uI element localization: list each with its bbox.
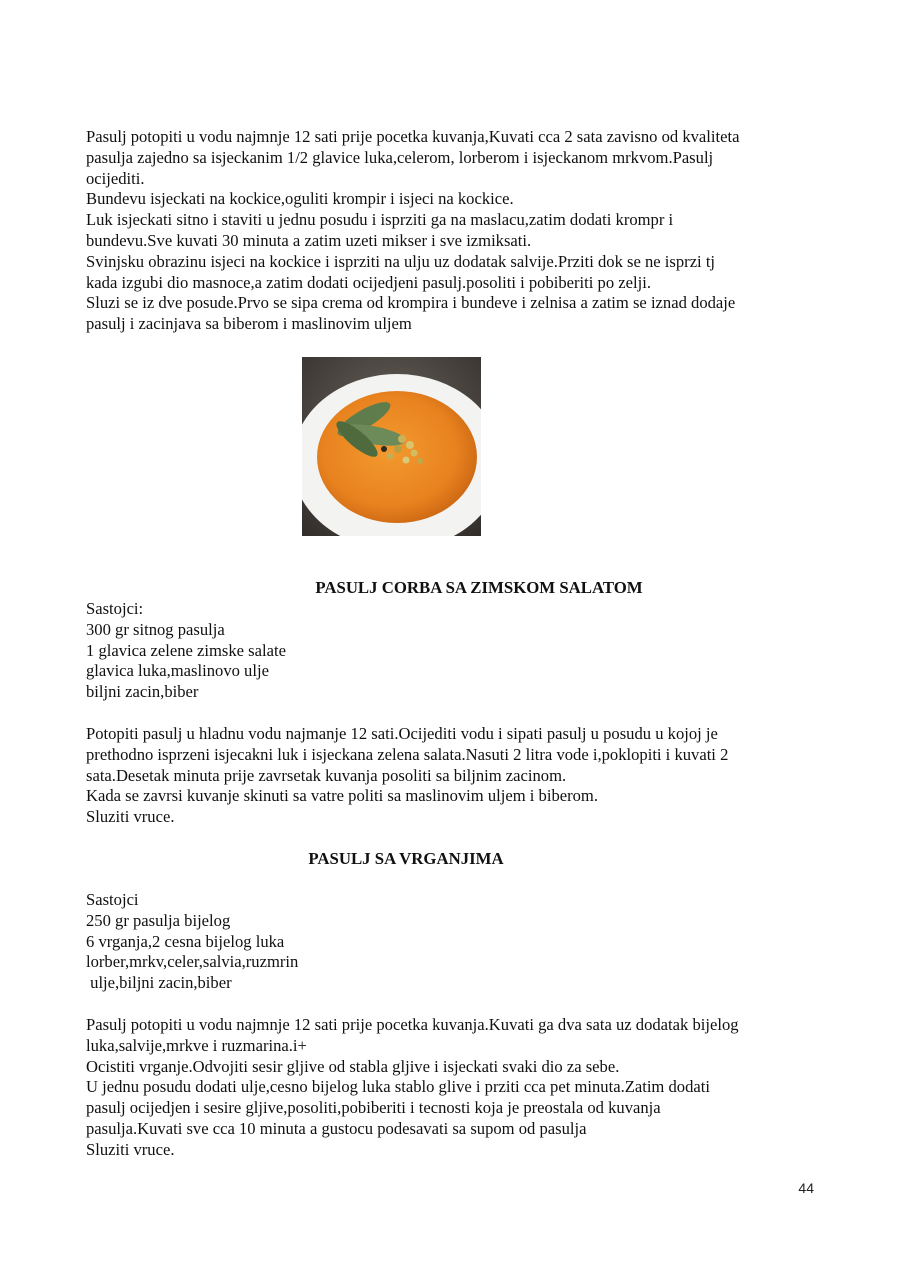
text-line: pasulj i zacinjava sa biberom i maslinovim uljem xyxy=(86,314,412,334)
text-line: luka,salvije,mrkve i ruzmarina.i+ xyxy=(86,1035,307,1055)
recipe2-ingredients xyxy=(86,890,826,994)
ingredient-item: 6 vrganja,2 cesna bijelog luka xyxy=(86,931,285,951)
ingredient-item: lorber,mrkv,celer,salvia,ruzmrin xyxy=(86,952,299,972)
text-line: Svinjsku obrazinu isjeci na kockice i isprziti na ulju uz dodatak salvije.Prziti dok se ne isprzi tj xyxy=(86,251,716,271)
intro-text xyxy=(86,127,826,335)
recipe1-ingredients xyxy=(86,599,826,703)
ingredients-label: Sastojci xyxy=(86,890,139,909)
ingredient-item: 1 glavica zelene zimske salate xyxy=(86,640,286,660)
text-line: pasulja zajedno sa isjeckanim 1/2 glavice luka,celerom, lorberom i isjeckanom mrkvom.Pasulj xyxy=(86,147,714,167)
ingredient-item: ulje,biljni zacin,biber xyxy=(86,973,232,993)
text-line: Luk isjeckati sitno i staviti u jednu posudu i isprziti ga na maslacu,zatim dodati krompr i xyxy=(86,210,674,230)
text-line: U jednu posudu dodati ulje,cesno bijelog luka stablo glive i prziti cca pet minuta.Zatim dodati xyxy=(86,1077,710,1097)
recipe2-instructions xyxy=(86,1015,826,1161)
recipe1-title: PASULJ CORBA SA ZIMSKOM SALATOM xyxy=(315,578,643,597)
soup-bowl-image xyxy=(302,357,481,536)
text-line: sata.Desetak minuta prije zavrsetak kuvanja posoliti sa biljnim zacinom. xyxy=(86,765,567,785)
text-line: Kada se zavrsi kuvanje skinuti sa vatre politi sa maslinovim uljem i biberom. xyxy=(86,786,598,806)
ingredient-item: biljni zacin,biber xyxy=(86,682,199,702)
text-line: ocijediti. xyxy=(86,168,145,188)
text-line: pasulja.Kuvati sve cca 10 minuta a gustocu podesavati sa supom od pasulja xyxy=(86,1118,587,1138)
soup-photo xyxy=(302,357,481,536)
text-line: kada izgubi dio masnoce,a zatim dodati ocijedjeni pasulj.posoliti i pobiberiti po zelji. xyxy=(86,272,651,292)
text-line: Potopiti pasulj u hladnu vodu najmanje 12 sati.Ocijediti vodu i sipati pasulj u posudu u kojoj je xyxy=(86,724,718,743)
ingredient-item: 250 gr pasulja bijelog xyxy=(86,910,231,930)
text-line: Sluziti vruce. xyxy=(86,807,175,827)
text-line: Sluziti vruce. xyxy=(86,1139,175,1159)
text-line: Pasulj potopiti u vodu najmnje 12 sati prije pocetka kuvanja,Kuvati cca 2 sata zavisno od kvaliteta xyxy=(86,127,740,146)
text-line: Pasulj potopiti u vodu najmnje 12 sati prije pocetka kuvanja.Kuvati ga dva sata uz dodatak bijelog xyxy=(86,1015,739,1034)
recipe1-instructions xyxy=(86,724,826,828)
recipe2-title: PASULJ SA VRGANJIMA xyxy=(308,849,504,868)
ingredient-item: glavica luka,maslinovo ulje xyxy=(86,661,269,681)
text-line: bundevu.Sve kuvati 30 minuta a zatim uzeti mikser i sve izmiksati. xyxy=(86,230,532,250)
ingredients-label: Sastojci: xyxy=(86,599,144,618)
page-number: 44 xyxy=(798,1180,814,1196)
ingredient-item: 300 gr sitnog pasulja xyxy=(86,619,225,639)
text-line: Ocistiti vrganje.Odvojiti sesir gljive od stabla gljive i isjeckati svaki dio za sebe. xyxy=(86,1056,620,1076)
text-line: pasulj ocijedjen i sesire gljive,posoliti,pobiberiti i tecnosti koja je preostala od kuvanja xyxy=(86,1098,661,1118)
text-line: prethodno isprzeni isjecakni luk i isjeckana zelena salata.Nasuti 2 litra vode i,poklopiti i kuvati 2 xyxy=(86,744,729,764)
text-line: Sluzi se iz dve posude.Prvo se sipa crema od krompira i bundeve i zelnisa a zatim se iznad dodaje xyxy=(86,293,736,313)
text-line: Bundevu isjeckati na kockice,oguliti krompir i isjeci na kockice. xyxy=(86,189,514,209)
